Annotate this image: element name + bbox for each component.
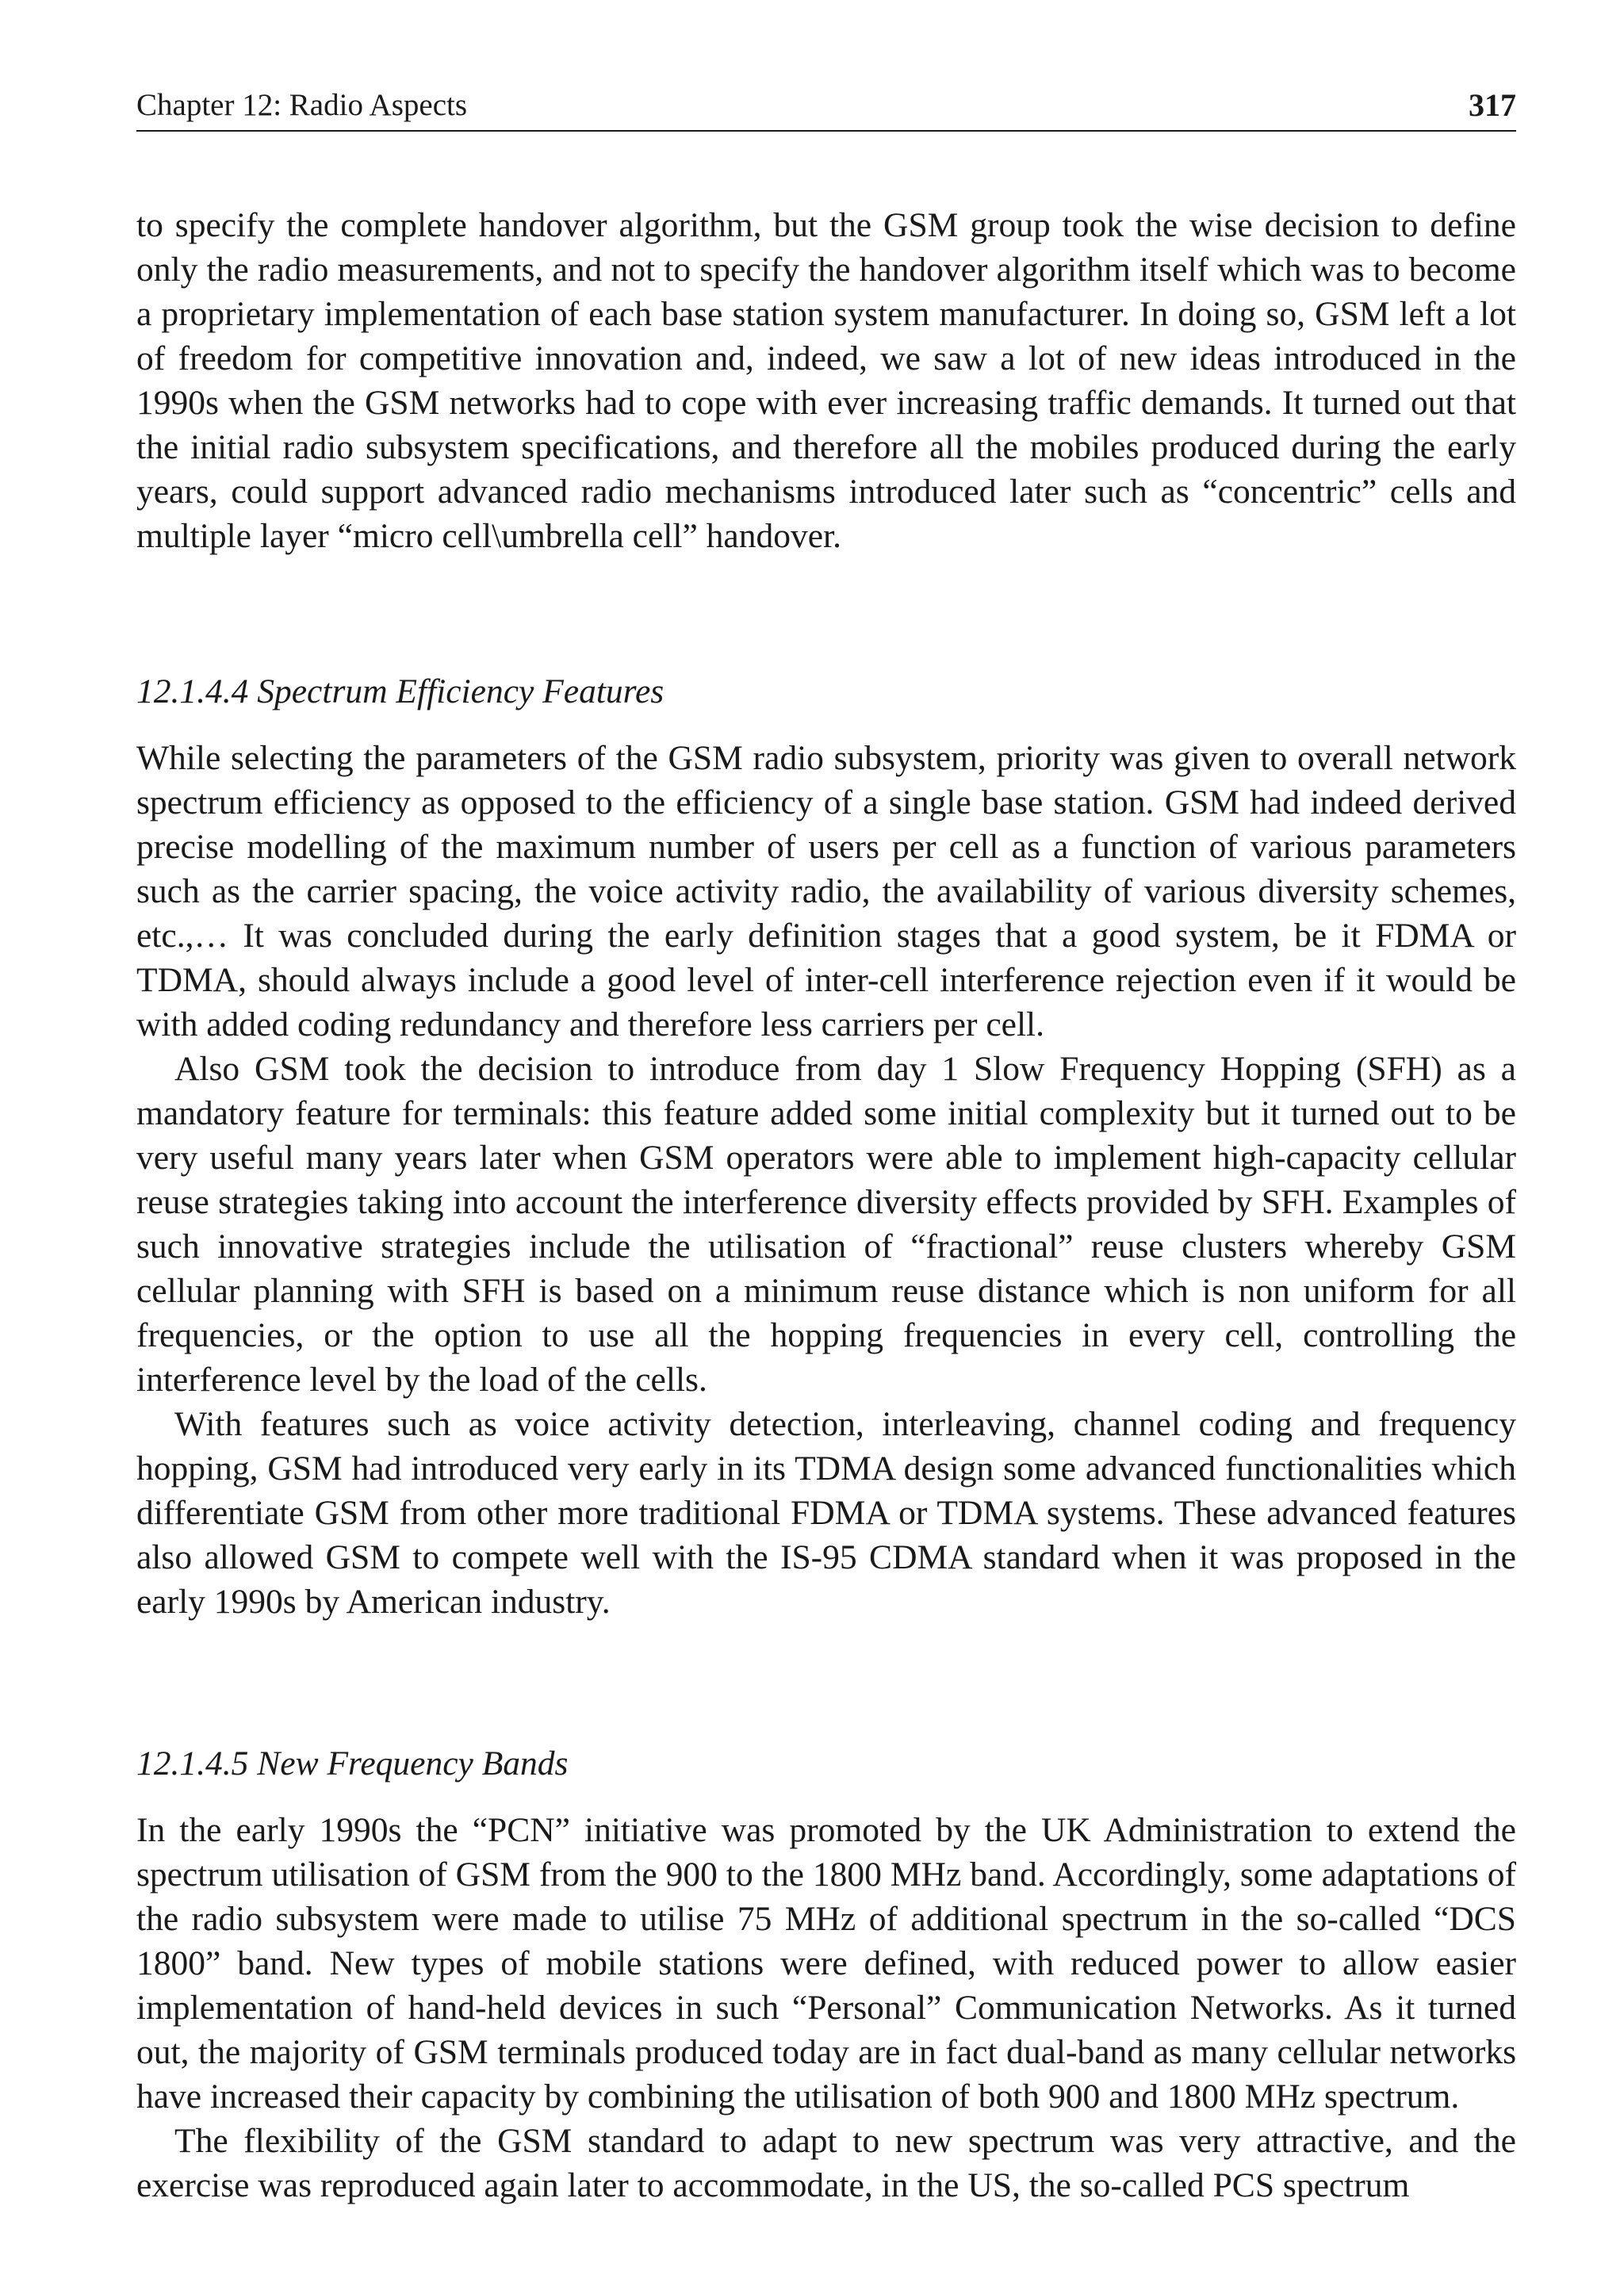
paragraph: While selecting the parameters of the GSM radio subsystem, priority was given to overall network spectrum efficiency as opposed to the efficiency of a single base station. GSM had indeed derived precise modelling of the maximum number of users per cell as a function of various parameters such as the carrier spacing, the voice activity radio, the availability of various diversity schemes, etc.,… It was concluded during the early definition stages that a good system, be it FDMA or TDMA, should always include a good level of inter-cell interference rejection even if it would be with added coding redundancy and therefore less carriers per cell.	[136, 739, 1516, 1044]
paragraph: The flexibility of the GSM standard to adapt to new spectrum was very attractive, and the exercise was reproduced again later to accommodate, in the US, the so-called PCS spectrum	[136, 2122, 1516, 2204]
intro-block	[136, 203, 1516, 558]
paragraph: Also GSM took the decision to introduce from day 1 Slow Frequency Hopping (SFH) as a mandatory feature for terminals: this feature added some initial complexity but it turned out to be very useful many years later when GSM operators were able to implement high-capacity cellular reuse strategies taking into account the interference diversity effects provided by SFH. Examples of such innovative strategies include the utilisation of “fractional” reuse clusters whereby GSM cellular planning with SFH is based on a minimum reuse distance which is non uniform for all frequencies, or the option to use all the hopping frequencies in every cell, controlling the interference level by the load of the cells.	[136, 1050, 1516, 1399]
section-heading-new-frequency-bands: 12.1.4.5 New Frequency Bands	[136, 1744, 569, 1783]
running-header	[136, 82, 1516, 132]
chapter-title: Chapter 12: Radio Aspects	[136, 88, 468, 122]
section-heading-spectrum-efficiency: 12.1.4.4 Spectrum Efficiency Features	[136, 672, 665, 710]
section-new-frequency-bands-body	[136, 1808, 1516, 2208]
section-spectrum-efficiency-body	[136, 736, 1516, 1624]
paragraph: With features such as voice activity detection, interleaving, channel coding and frequency hopping, GSM had introduced very early in its TDMA design some advanced functionalities which differentiate GSM from other more traditional FDMA or TDMA systems. These advanced features also allowed GSM to compete well with the IS-95 CDMA standard when it was proposed in the early 1990s by American industry.	[136, 1405, 1516, 1621]
page-number: 317	[1469, 87, 1516, 123]
paragraph: In the early 1990s the “PCN” initiative was promoted by the UK Administration to extend the spectrum utilisation of GSM from the 900 to the 1800 MHz band. Accordingly, some adaptations of the radio subsystem were made to utilise 75 MHz of additional spectrum in the so-called “DCS 1800” band. New types of mobile stations were defined, with reduced power to allow easier implementation of hand-held devices in such “Personal” Communication Networks. As it turned out, the majority of GSM terminals produced today are in fact dual-band as many cellular networks have increased their capacity by combining the utilisation of both 900 and 1800 MHz spectrum.	[136, 1811, 1516, 2116]
paragraph: to specify the complete handover algorithm, but the GSM group took the wise decision to define only the radio measurements, and not to specify the handover algorithm itself which was to become a proprietary implementation of each base station system manufacturer. In doing so, GSM left a lot of freedom for competitive innovation and, indeed, we saw a lot of new ideas introduced in the 1990s when the GSM networks had to cope with ever increasing traffic demands. It turned out that the initial radio subsystem specifications, and therefore all the mobiles produced during the early years, could support advanced radio mechanisms introduced later such as “concentric” cells and multiple layer “micro cell\umbrella cell” handover.	[136, 206, 1516, 555]
